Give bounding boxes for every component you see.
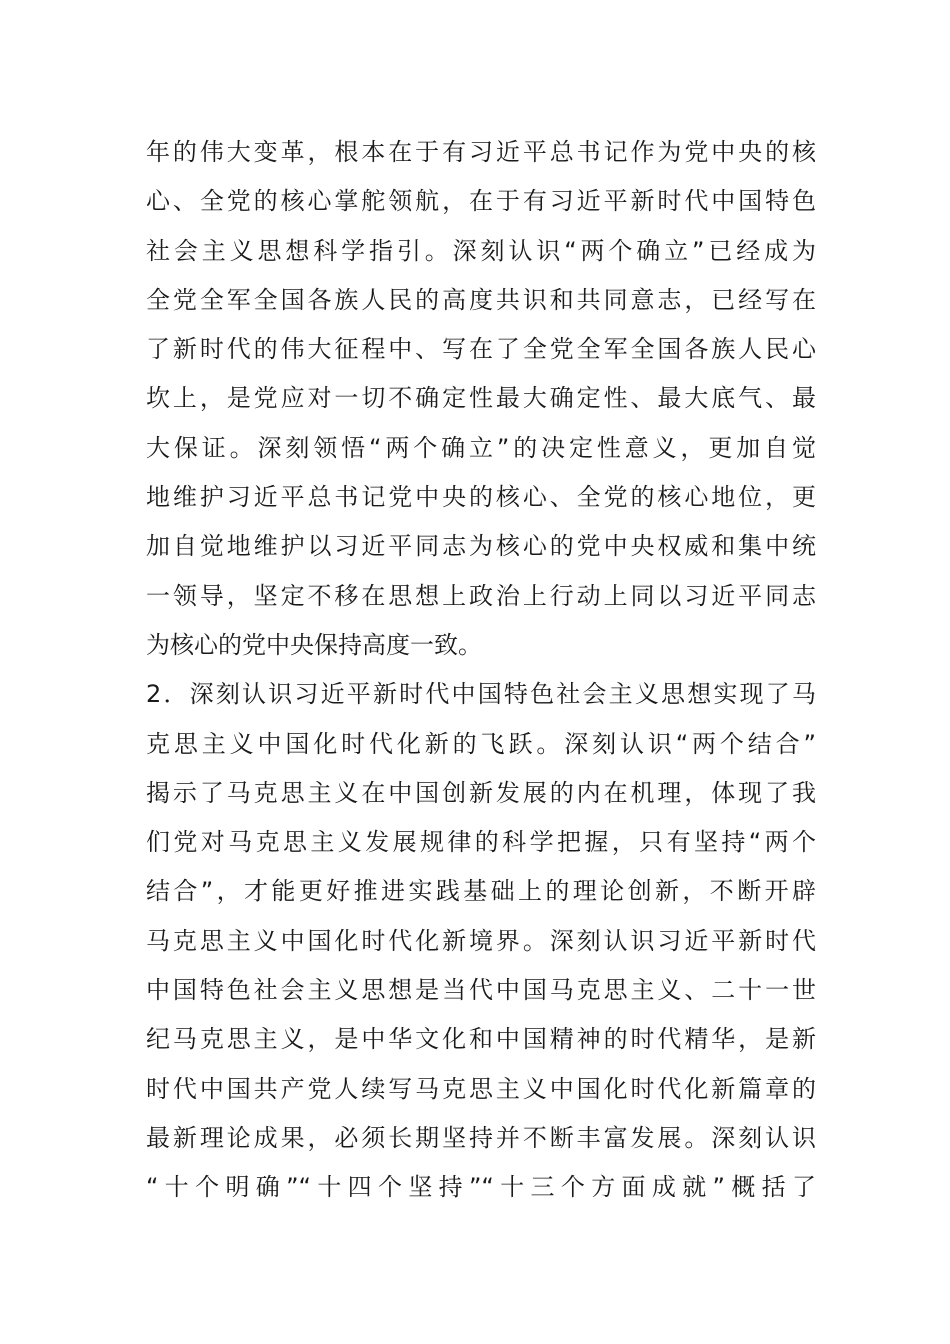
text-line: 年的伟大变革，根本在于有习近平总书记作为党中央的核 — [146, 138, 816, 166]
text-line: 了新时代的伟大征程中、写在了全党全军全国各族人民心 — [146, 335, 816, 364]
text-line: 们党对马克思主义发展规律的科学把握，只有坚持“两个 — [146, 828, 816, 857]
text-line: 坎上，是党应对一切不确定性最大确定性、最大底气、最 — [146, 384, 816, 413]
text-line: 加自觉地维护以习近平同志为核心的党中央权威和集中统 — [146, 532, 816, 561]
text-line: 全党全军全国各族人民的高度共识和共同意志，已经写在 — [146, 285, 816, 314]
body-text — [146, 128, 816, 1213]
text-line: 中国特色社会主义思想是当代中国马克思主义、二十一世 — [146, 976, 816, 1005]
text-line: “十个明确”“十四个坚持”“十三个方面成就”概括了 — [146, 1173, 816, 1202]
text-line: 地维护习近平总书记党中央的核心、全党的核心地位，更 — [146, 483, 816, 512]
text-line: 揭示了马克思主义在中国创新发展的内在机理，体现了我 — [146, 778, 816, 807]
text-line: 纪马克思主义，是中华文化和中国精神的时代精华，是新 — [146, 1025, 816, 1054]
text-line: 最新理论成果，必须长期坚持并不断丰富发展。深刻认识 — [146, 1123, 816, 1152]
text-line: 社会主义思想科学指引。深刻认识“两个确立”已经成为 — [146, 236, 816, 265]
text-line: 时代中国共产党人续写马克思主义中国化时代化新篇章的 — [146, 1074, 816, 1103]
text-line: 克思主义中国化时代化新的飞跃。深刻认识“两个结合” — [146, 729, 816, 758]
text-line: 心、全党的核心掌舵领航，在于有习近平新时代中国特色 — [146, 187, 816, 216]
text-line: 结合”，才能更好推进实践基础上的理论创新，不断开辟 — [146, 877, 816, 906]
text-line: 马克思主义中国化时代化新境界。深刻认识习近平新时代 — [146, 926, 816, 955]
text-line: 为核心的党中央保持高度一致。 — [146, 630, 482, 659]
text-line: 2．深刻认识习近平新时代中国特色社会主义思想实现了马 — [146, 680, 816, 709]
text-line: 一领导，坚定不移在思想上政治上行动上同以习近平同志 — [146, 581, 816, 610]
text-line: 大保证。深刻领悟“两个确立”的决定性意义，更加自觉 — [146, 433, 816, 462]
